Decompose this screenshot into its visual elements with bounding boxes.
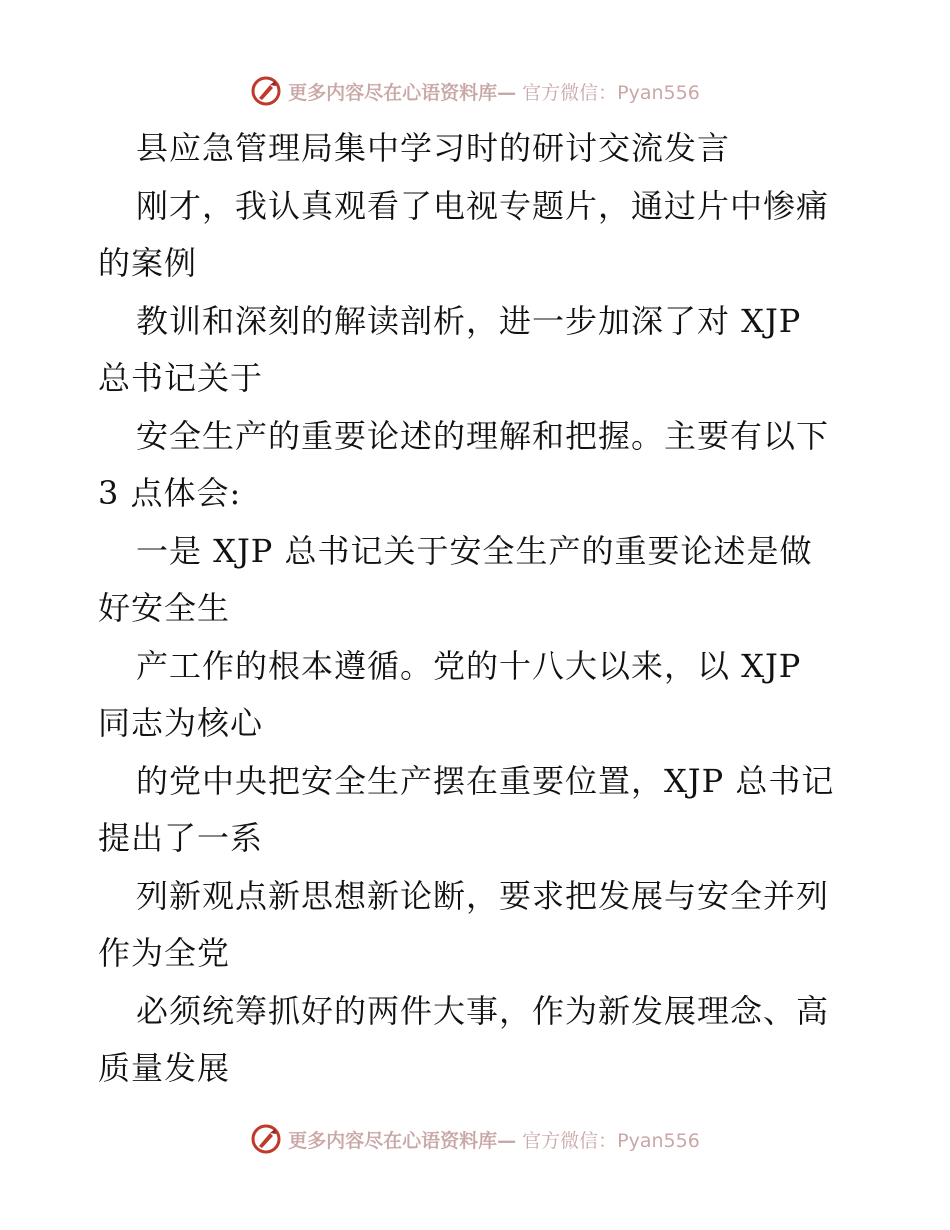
text-line: 的案例 (98, 244, 198, 282)
header-watermark (0, 71, 950, 111)
text-line: 一是 XJP 总书记关于安全生产的重要论述是做 (136, 531, 813, 570)
pen-nib-logo-icon (250, 75, 282, 107)
text-line: 教训和深刻的解读剖析，进一步加深了对 XJP (136, 301, 802, 340)
text-line: 必须统筹抓好的两件大事，作为新发展理念、高 (136, 991, 830, 1030)
text-line: 列新观点新思想新论断，要求把发展与安全并列 (136, 876, 830, 915)
text-line: 的党中央把安全生产摆在重要位置，XJP 总书记 (136, 761, 835, 800)
text-line: 产工作的根本遵循。党的十八大以来，以 XJP (136, 646, 802, 685)
text-line: 提出了一系 (98, 819, 264, 857)
text-line: 总书记关于 (98, 359, 264, 397)
text-line: 质量发展 (98, 1049, 231, 1087)
document-title: 县应急管理局集中学习时的研讨交流发言 (136, 129, 731, 167)
watermark-text: 更多内容尽在心语资料库— (288, 81, 517, 104)
text-line: 同志为核心 (98, 704, 264, 742)
document-body (98, 120, 858, 1098)
watermark-wechat: 官方微信：Pyan556 (522, 81, 700, 104)
footer-watermark (0, 1119, 950, 1159)
text-line: 作为全党 (98, 934, 231, 972)
text-line: 好安全生 (98, 589, 231, 627)
text-line: 安全生产的重要论述的理解和把握。主要有以下 (136, 416, 830, 455)
paragraph-lines (98, 178, 858, 1098)
text-line: 刚才，我认真观看了电视专题片，通过片中惨痛 (136, 186, 830, 225)
watermark-wechat: 官方微信：Pyan556 (522, 1129, 700, 1152)
pen-nib-logo-icon (250, 1123, 282, 1155)
text-line: 3 点体会: (98, 474, 242, 512)
watermark-text: 更多内容尽在心语资料库— (288, 1129, 517, 1152)
